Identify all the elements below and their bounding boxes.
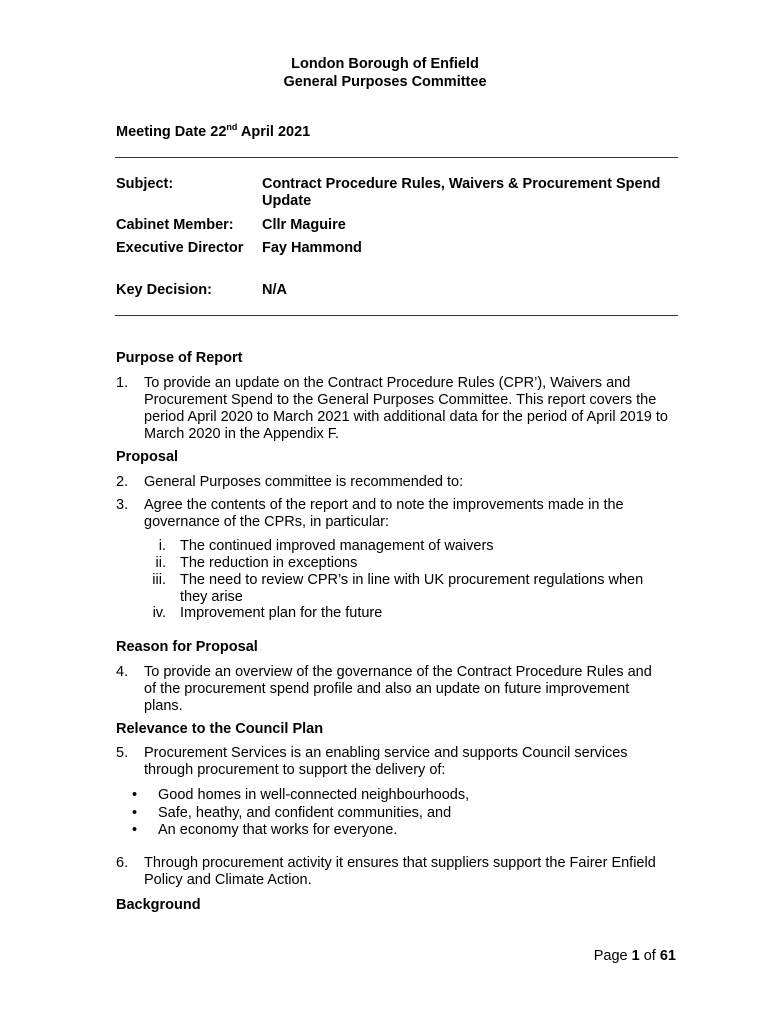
sub-item-text: The continued improved management of waivers [180, 538, 494, 554]
subject-value: Contract Procedure Rules, Waivers & Procurement Spend Update [262, 176, 661, 209]
proposal-heading: Proposal [116, 449, 179, 465]
committee-title: General Purposes Committee [283, 74, 487, 90]
director-value: Fay Hammond [262, 240, 362, 256]
organisation-title: London Borough of Enfield [291, 56, 479, 72]
director-label: Executive Director [116, 240, 244, 256]
purpose-heading: Purpose of Report [116, 350, 243, 366]
cabinet-value: Cllr Maguire [262, 217, 346, 233]
page-total: 61 [659, 948, 676, 964]
meeting-date [116, 122, 310, 140]
paragraph-number: 5. [116, 745, 129, 761]
key-decision-label: Key Decision: [116, 282, 212, 298]
bullet-icon: • [132, 805, 138, 821]
relevance-heading: Relevance to the Council Plan [116, 721, 324, 737]
paragraph-1: To provide an update on the Contract Procedure Rules (CPR’), Waivers and Procurement Spend to the General Purposes Committee. This report covers the period April 2020 to March 2021 with additional data for the period of April 2019 to March 2020 in the Appendix F. [144, 375, 668, 442]
meta-rule [115, 315, 678, 316]
sub-item-text: Improvement plan for the future [180, 605, 383, 621]
page-word: Page [593, 948, 632, 964]
page-current: 1 [631, 948, 640, 964]
background-heading: Background [116, 897, 201, 913]
subject-label: Subject: [116, 176, 174, 192]
paragraph-3: Agree the contents of the report and to note the improvements made in the governance of the CPRs, in particular: [144, 497, 624, 530]
top-rule [115, 157, 678, 158]
meeting-date-suffix: April 2021 [237, 123, 311, 140]
bullet-text: An economy that works for everyone. [158, 822, 398, 838]
cabinet-label: Cabinet Member: [116, 217, 234, 233]
page-of: of [639, 948, 660, 964]
bullet-text: Good homes in well-connected neighbourhoods, [158, 787, 470, 803]
page-number [594, 948, 676, 964]
sub-item-number: iv. [152, 605, 166, 621]
sub-item-number: i. [158, 538, 166, 554]
bullet-icon: • [132, 787, 138, 803]
paragraph-number: 6. [116, 855, 129, 871]
sub-item-text: The need to review CPR’s in line with UK procurement regulations when they arise [180, 572, 644, 605]
reason-heading: Reason for Proposal [116, 639, 258, 655]
meeting-date-prefix: Meeting Date 22 [116, 123, 227, 140]
paragraph-number: 4. [116, 664, 129, 680]
paragraph-6: Through procurement activity it ensures that suppliers support the Fairer Enfield Policy and Climate Action. [144, 855, 656, 888]
bullet-text: Safe, heathy, and confident communities, and [158, 805, 452, 821]
bullet-icon: • [132, 822, 138, 838]
paragraph-number: 3. [116, 497, 129, 513]
paragraph-2: General Purposes committee is recommended to: [144, 474, 464, 490]
sub-item-text: The reduction in exceptions [180, 555, 358, 571]
paragraph-number: 1. [116, 375, 129, 391]
meeting-date-sup: nd [226, 122, 238, 132]
sub-item-number: ii. [155, 555, 166, 571]
paragraph-5: Procurement Services is an enabling service and supports Council services through procurement to support the delivery of: [144, 745, 628, 778]
paragraph-4: To provide an overview of the governance of the Contract Procedure Rules and of the procurement spend profile and also an update on future improvement plans. [144, 664, 652, 714]
paragraph-number: 2. [116, 474, 129, 490]
key-decision-value: N/A [262, 282, 287, 298]
sub-item-number: iii. [152, 572, 166, 588]
